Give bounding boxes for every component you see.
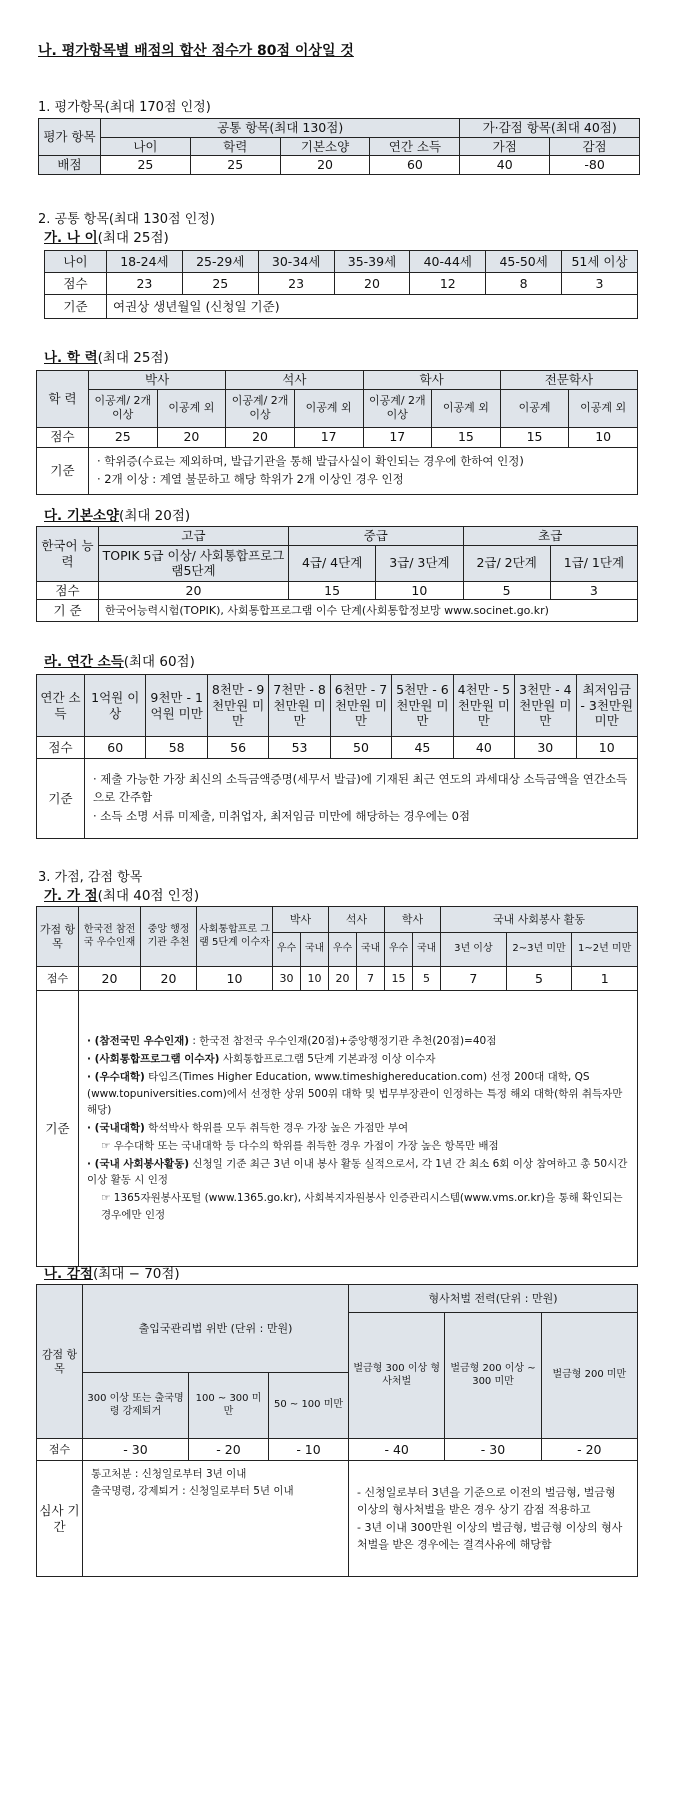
bonus-degree-sub: 국내	[357, 933, 385, 967]
section-2-title: 2. 공통 항목(최대 130점 인정)	[38, 212, 215, 227]
age-col: 51세 이상	[562, 251, 638, 273]
age-score: 25	[182, 273, 258, 295]
penalty-label: 감점 항목	[37, 1285, 83, 1439]
bonus-degree: 학사	[385, 907, 441, 933]
penalty-score: - 30	[445, 1439, 541, 1461]
penalty-imm-note: 출국명령, 강제퇴거 : 신청일로부터 5년 이내	[91, 1485, 294, 1498]
bonus-note-text: 타임즈(Times Higher Education, www.timeshighereducation.com) 선정 200대 대학, QS (www.topuniversities.com)에서 선정한 상위 500위 대학 및 법무부장관이 인정하는 특정 해외 대학(학위 취득자만 해당)	[87, 1070, 623, 1117]
score-cell: -80	[550, 156, 640, 175]
bonus-note-text: 사회통합프로그램 5단계 기본과정 이상 이수자	[219, 1052, 436, 1065]
bonus-score: 1	[572, 967, 638, 991]
col-edu: 학력	[190, 137, 280, 156]
edu-title	[44, 346, 169, 366]
income-note: · 소득 소명 서류 미제출, 미취업자, 최저임금 미만에 해당하는 경우에는 0점	[93, 808, 470, 823]
evaluation-items-table	[38, 118, 640, 175]
age-title	[44, 226, 169, 246]
income-crit-label: 기준	[37, 759, 85, 839]
edu-label: 학 력	[37, 371, 89, 428]
penalty-crim-col: 벌금형 300 이상 형사처벌	[349, 1313, 445, 1439]
penalty-imm-col: 300 이상 또는 출국명령 강제퇴거	[83, 1373, 189, 1439]
bonus-note-bold: · (사회통합프로그램 이수자)	[87, 1052, 220, 1065]
bonus-note	[87, 1156, 629, 1190]
basic-sub: 2급/ 2단계	[463, 545, 550, 581]
income-col: 1억원 이상	[85, 675, 146, 737]
section-3-title: 3. 가점, 감점 항목	[38, 870, 143, 885]
edu-sub: 이공계 외	[157, 389, 226, 427]
col-income: 연간 소득	[370, 137, 460, 156]
age-col: 30-34세	[258, 251, 334, 273]
penalty-score-label: 점수	[37, 1439, 83, 1461]
bonus-note	[87, 1138, 629, 1155]
basic-score-label: 점수	[37, 581, 99, 600]
bonus-crit-label: 기준	[37, 991, 79, 1267]
bonus-note	[87, 1069, 629, 1119]
bonus-table	[36, 906, 638, 1267]
basic-crit-label: 기 준	[37, 600, 99, 622]
income-col: 9천만 - 1억원 미만	[146, 675, 207, 737]
age-table	[44, 250, 638, 319]
bonus-score: 20	[141, 967, 197, 991]
income-col: 3천만 - 4천만원 미만	[515, 675, 576, 737]
income-score: 56	[207, 737, 268, 759]
bonus-note-bold: · (국내대학)	[87, 1122, 145, 1135]
edu-sub: 이공계 외	[432, 389, 501, 427]
edu-sub: 이공계 외	[294, 389, 363, 427]
bonus-degree: 박사	[273, 907, 329, 933]
edu-score-label: 점수	[37, 427, 89, 447]
bonus-note-bold: · (국내 사회봉사활동)	[87, 1157, 190, 1170]
bonus-note-text: 신청일 기준 최근 3년 이내 봉사 활동 실적으로서, 각 1년 간 최소 6회 이상 참여하고 총 50시간 이상 활동 시 인정	[87, 1157, 628, 1187]
penalty-imm-col: 100 ~ 300 미만	[189, 1373, 269, 1439]
penalty-crim-col: 벌금형 200 미만	[541, 1313, 637, 1439]
col-bonus: 가점	[460, 137, 550, 156]
income-criteria	[85, 759, 638, 839]
edu-title-text: 나. 학 력	[44, 350, 98, 366]
bonus-volunteer: 국내 사회봉사 활동	[441, 907, 638, 933]
bonus-note	[87, 1120, 629, 1137]
age-score: 20	[334, 273, 410, 295]
bonus-note-bold: · (참전국민 우수인재)	[87, 1035, 190, 1048]
penalty-score: - 20	[189, 1439, 269, 1461]
age-score-label: 점수	[45, 273, 107, 295]
basic-title-note: (최대 20점)	[119, 508, 191, 524]
bonus-score: 7	[441, 967, 507, 991]
main-heading: 나. 평가항목별 배점의 합산 점수가 80점 이상일 것	[38, 43, 354, 59]
score-cell: 60	[370, 156, 460, 175]
basic-group: 고급	[99, 527, 289, 546]
col-penalty: 감점	[550, 137, 640, 156]
penalty-table	[36, 1284, 638, 1577]
bonus-degree: 석사	[329, 907, 385, 933]
bonus-title-text: 가. 가 점	[44, 888, 98, 904]
income-score: 45	[392, 737, 453, 759]
basic-group: 중급	[289, 527, 464, 546]
col-basic: 기본소양	[280, 137, 370, 156]
basic-score: 15	[289, 581, 376, 600]
bonus-volunteer-sub: 3년 이상	[441, 933, 507, 967]
edu-note: · 학위증(수료는 제외하며, 발급기관을 통해 발급사실이 확인되는 경우에 한하여 인정)	[97, 453, 524, 468]
edu-sub: 이공계/ 2개 이상	[89, 389, 158, 427]
bonus-score: 7	[357, 967, 385, 991]
education-table	[36, 370, 638, 495]
edu-group: 석사	[226, 371, 363, 390]
bonus-degree-sub: 우수	[385, 933, 413, 967]
bonus-degree-sub: 우수	[329, 933, 357, 967]
bonus-score-label: 점수	[37, 967, 79, 991]
edu-sub: 이공계 외	[569, 389, 638, 427]
basic-sub: 3급/ 3단계	[376, 545, 463, 581]
age-crit-label: 기준	[45, 295, 107, 319]
bonus-score: 10	[301, 967, 329, 991]
bonus-col: 중앙 행정기관 추천	[141, 907, 197, 967]
penalty-imm-notes	[83, 1461, 349, 1577]
bonus-score: 30	[273, 967, 301, 991]
edu-group: 학사	[363, 371, 500, 390]
penalty-title-note: (최대 − 70점)	[92, 1266, 180, 1282]
bonus-score: 5	[506, 967, 572, 991]
age-criteria: 여권상 생년월일 (신청일 기준)	[107, 295, 638, 319]
bonus-note	[87, 1033, 629, 1050]
basic-title	[44, 504, 190, 524]
age-col: 35-39세	[334, 251, 410, 273]
bonus-volunteer-sub: 2~3년 미만	[506, 933, 572, 967]
edu-note: · 2개 이상 : 계열 불문하고 해당 학위가 2개 이상인 경우 인정	[97, 472, 404, 487]
penalty-imm-header: 출입국관리법 위반 (단위 : 만원)	[83, 1285, 349, 1373]
income-score: 58	[146, 737, 207, 759]
income-table	[36, 674, 638, 839]
score-cell: 40	[460, 156, 550, 175]
score-cell: 20	[280, 156, 370, 175]
age-label: 나이	[45, 251, 107, 273]
header-item: 평가 항목	[39, 119, 101, 156]
edu-score: 15	[432, 427, 501, 447]
bonus-score: 20	[329, 967, 357, 991]
age-score: 8	[486, 273, 562, 295]
bonus-degree-sub: 국내	[301, 933, 329, 967]
income-score: 53	[269, 737, 330, 759]
age-title-note: (최대 25점)	[97, 230, 169, 246]
income-note: · 제출 가능한 가장 최신의 소득금액증명(세무서 발급)에 기재된 최근 연도의 과세대상 소득금액을 연간소득으로 간주함	[93, 772, 628, 805]
income-label: 연간 소득	[37, 675, 85, 737]
age-title-text: 가. 나 이	[44, 230, 98, 246]
penalty-title-text: 나. 감점	[44, 1266, 93, 1282]
income-title-note: (최대 60점)	[123, 654, 195, 670]
edu-score: 17	[294, 427, 363, 447]
penalty-score: - 10	[269, 1439, 349, 1461]
basic-score: 20	[99, 581, 289, 600]
income-title-text: 라. 연간 소득	[44, 654, 124, 670]
row-label-score: 배점	[39, 156, 101, 175]
bonus-score: 5	[413, 967, 441, 991]
age-col: 18-24세	[107, 251, 183, 273]
penalty-crim-col: 벌금형 200 이상 ~ 300 미만	[445, 1313, 541, 1439]
basic-score: 3	[550, 581, 637, 600]
edu-group: 전문학사	[500, 371, 637, 390]
bonus-volunteer-sub: 1~2년 미만	[572, 933, 638, 967]
bonus-score: 20	[79, 967, 141, 991]
bonus-title-note: (최대 40점 인정)	[97, 888, 200, 904]
edu-sub: 이공계	[500, 389, 569, 427]
edu-score: 20	[226, 427, 295, 447]
age-score: 3	[562, 273, 638, 295]
basic-score: 5	[463, 581, 550, 600]
edu-sub: 이공계/ 2개 이상	[363, 389, 432, 427]
bonus-label: 가점 항목	[37, 907, 79, 967]
income-score: 10	[576, 737, 638, 759]
edu-sub: 이공계/ 2개 이상	[226, 389, 295, 427]
income-col: 최저임금 - 3천만원 미만	[576, 675, 638, 737]
penalty-imm-note: 통고처분 : 신청일로부터 3년 이내	[91, 1468, 247, 1480]
income-col: 6천만 - 7천만원 미만	[330, 675, 391, 737]
income-score: 40	[453, 737, 514, 759]
age-score: 23	[258, 273, 334, 295]
section-1-title: 1. 평가항목(최대 170점 인정)	[38, 100, 211, 115]
edu-score: 15	[500, 427, 569, 447]
bonus-degree-sub: 우수	[273, 933, 301, 967]
bonus-score: 10	[197, 967, 273, 991]
bonus-note-bold: · (우수대학)	[87, 1070, 145, 1083]
bonus-note	[87, 1190, 629, 1224]
basic-competence-table	[36, 526, 638, 622]
edu-score: 25	[89, 427, 158, 447]
bonus-note-text: ☞ 1365자원봉사포털 (www.1365.go.kr), 사회복지자원봉사 인증관리시스템(www.vms.or.kr)을 통해 확인되는 경우에만 인정	[101, 1192, 623, 1222]
penalty-imm-col: 50 ~ 100 미만	[269, 1373, 349, 1439]
bonus-col: 한국전 참전국 우수인재	[79, 907, 141, 967]
income-col: 5천만 - 6천만원 미만	[392, 675, 453, 737]
edu-score: 17	[363, 427, 432, 447]
bonus-note-text: ☞ 우수대학 또는 국내대학 등 다수의 학위를 취득한 경우 가점이 가장 높은 항목만 배점	[101, 1139, 499, 1152]
bonus-note-text: 학석박사 학위를 모두 취득한 경우 가장 높은 가점만 부여	[144, 1122, 409, 1135]
basic-score: 10	[376, 581, 463, 600]
penalty-crim-notes	[349, 1461, 638, 1577]
bonus-degree-sub: 국내	[413, 933, 441, 967]
penalty-crim-note: - 신청일로부터 3년을 기준으로 이전의 벌금형, 벌금형 이상의 형사처벌을 받은 경우 상기 감점 적용하고	[357, 1485, 616, 1516]
age-score: 23	[107, 273, 183, 295]
basic-title-text: 다. 기본소양	[44, 508, 120, 524]
basic-criteria: 한국어능력시험(TOPIK), 사회통합프로그램 이수 단계(사회통합정보망 www.socinet.go.kr)	[99, 600, 638, 622]
income-score-label: 점수	[37, 737, 85, 759]
penalty-score: - 30	[83, 1439, 189, 1461]
score-cell: 25	[101, 156, 191, 175]
basic-label: 한국어 능력	[37, 527, 99, 582]
penalty-period-label: 심사 기간	[37, 1461, 83, 1577]
income-score: 30	[515, 737, 576, 759]
age-col: 40-44세	[410, 251, 486, 273]
age-col: 45-50세	[486, 251, 562, 273]
edu-criteria	[89, 447, 638, 495]
basic-sub: 4급/ 4단계	[289, 545, 376, 581]
age-score: 12	[410, 273, 486, 295]
age-col: 25-29세	[182, 251, 258, 273]
basic-group: 초급	[463, 527, 638, 546]
score-cell: 25	[190, 156, 280, 175]
edu-score: 20	[157, 427, 226, 447]
penalty-title	[44, 1262, 180, 1282]
bonus-title	[44, 884, 199, 904]
income-score: 50	[330, 737, 391, 759]
penalty-crim-header: 형사처벌 전력(단위 : 만원)	[349, 1285, 638, 1313]
penalty-score: - 20	[541, 1439, 637, 1461]
income-col: 8천만 - 9천만원 미만	[207, 675, 268, 737]
penalty-score: - 40	[349, 1439, 445, 1461]
edu-group: 박사	[89, 371, 226, 390]
bonus-criteria	[79, 991, 638, 1267]
income-title	[44, 650, 195, 670]
income-col: 7천만 - 8천만원 미만	[269, 675, 330, 737]
bonus-note	[87, 1051, 629, 1068]
penalty-crim-note: - 3년 이내 300만원 이상의 벌금형, 벌금형 이상의 형사처벌을 받은 경우에는 결격사유에 해당함	[357, 1521, 623, 1552]
edu-score: 10	[569, 427, 638, 447]
col-age: 나이	[101, 137, 191, 156]
bonus-col: 사회통합프로 그램 5단계 이수자	[197, 907, 273, 967]
income-score: 60	[85, 737, 146, 759]
basic-sub: 1급/ 1단계	[550, 545, 637, 581]
header-addsub: 가·감점 항목(최대 40점)	[460, 119, 640, 138]
bonus-score: 15	[385, 967, 413, 991]
income-col: 4천만 - 5천만원 미만	[453, 675, 514, 737]
bonus-note-text: : 한국전 참전국 우수인재(20점)+중앙행정기관 추천(20점)=40점	[189, 1035, 497, 1048]
basic-sub: TOPIK 5급 이상/ 사회통합프로그램5단계	[99, 545, 289, 581]
edu-title-note: (최대 25점)	[97, 350, 169, 366]
edu-crit-label: 기준	[37, 447, 89, 495]
header-common: 공통 항목(최대 130점)	[101, 119, 460, 138]
